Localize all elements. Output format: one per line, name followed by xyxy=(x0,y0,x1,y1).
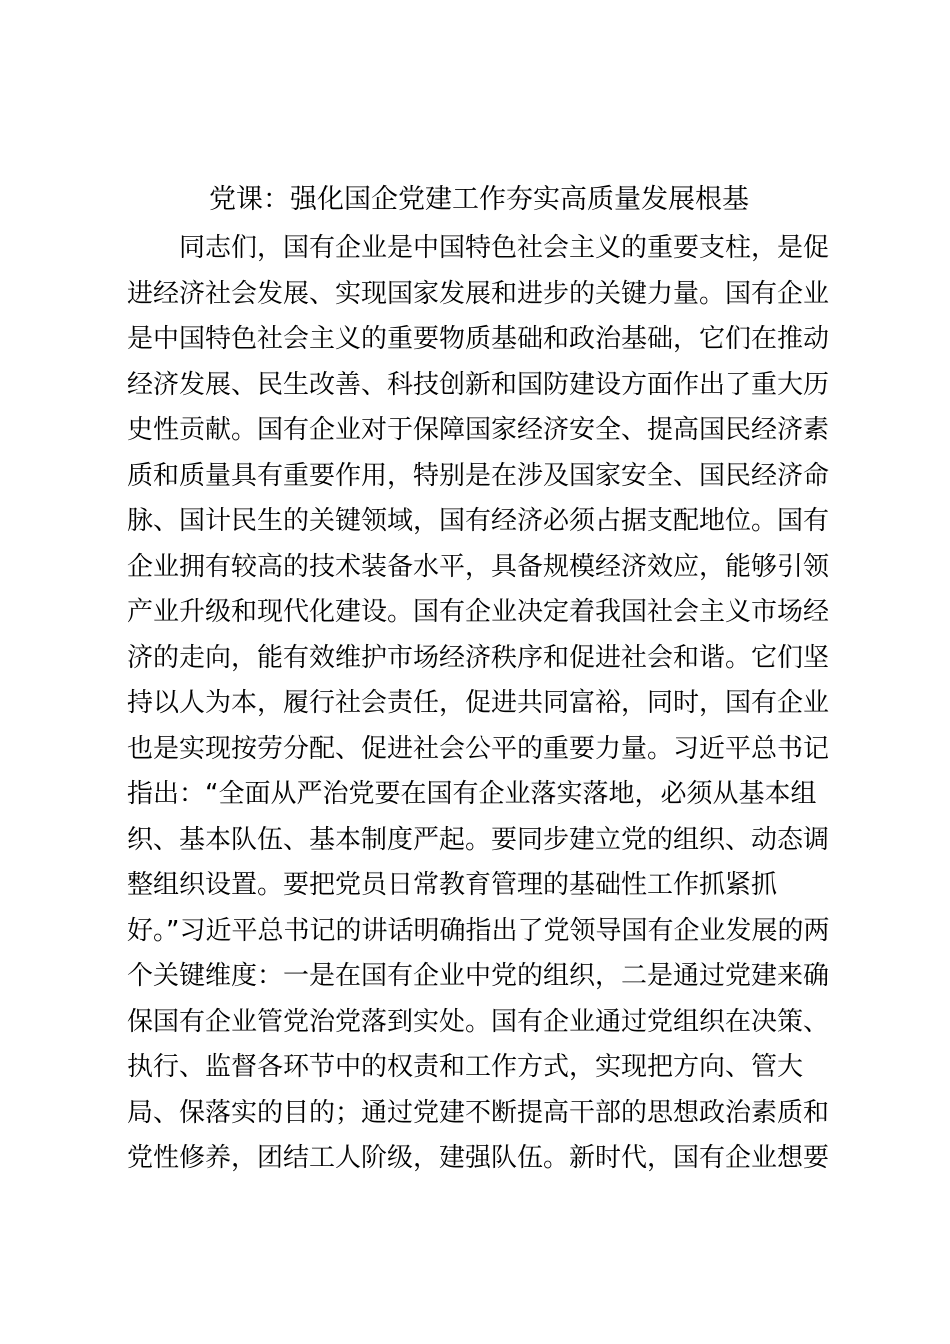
body-line: 好。”习近平总书记的讲话明确指出了党领导国有企业发展的两 xyxy=(127,915,830,946)
body-line: 织、基本队伍、基本制度严起。要同步建立党的组织、动态调 xyxy=(127,824,830,855)
body-line: 保国有企业管党治党落到实处。国有企业通过党组织在决策、 xyxy=(127,1006,830,1037)
body-line: 持以人为本，履行社会责任，促进共同富裕，同时，国有企业 xyxy=(127,688,830,718)
body-line: 经济发展、民生改善、科技创新和国防建设方面作出了重大历 xyxy=(127,369,830,400)
body-line: 济的走向，能有效维护市场经济秩序和促进社会和谐。它们坚 xyxy=(127,642,830,673)
body-line: 局、保落实的目的；通过党建不断提高干部的思想政治素质和 xyxy=(127,1097,830,1128)
body-line: 执行、监督各环节中的权责和工作方式，实现把方向、管大 xyxy=(127,1052,804,1082)
body-line: 质和质量具有重要作用，特别是在涉及国家安全、国民经济命 xyxy=(127,460,830,491)
body-line: 进经济社会发展、实现国家发展和进步的关键力量。国有企业 xyxy=(127,278,830,309)
document-body xyxy=(127,226,832,1182)
document-title: 党课：强化国企党建工作夯实高质量发展根基 xyxy=(209,184,749,215)
body-line: 党性修养，团结工人阶级，建强队伍。新时代，国有企业想要 xyxy=(127,1143,830,1173)
body-line: 史性贡献。国有企业对于保障国家经济安全、提高国民经济素 xyxy=(127,415,830,445)
body-line: 企业拥有较高的技术装备水平，具备规模经济效应，能够引领 xyxy=(127,551,830,582)
body-line: 也是实现按劳分配、促进社会公平的重要力量。习近平总书记 xyxy=(127,733,830,764)
body-line: 个关键维度：一是在国有企业中党的组织，二是通过党建来确 xyxy=(127,961,830,991)
body-line: 脉、国计民生的关键领域，国有经济必须占据支配地位。国有 xyxy=(127,506,830,536)
body-line: 是中国特色社会主义的重要物质基础和政治基础，它们在推动 xyxy=(127,324,830,354)
body-line: 指出：“全面从严治党要在国有企业落实落地，必须从基本组 xyxy=(127,779,817,809)
body-line: 同志们，国有企业是中国特色社会主义的重要支柱，是促 xyxy=(179,233,830,263)
body-line: 产业升级和现代化建设。国有企业决定着我国社会主义市场经 xyxy=(127,597,830,627)
body-line: 整组织设置。要把党员日常教育管理的基础性工作抓紧抓 xyxy=(127,870,778,900)
